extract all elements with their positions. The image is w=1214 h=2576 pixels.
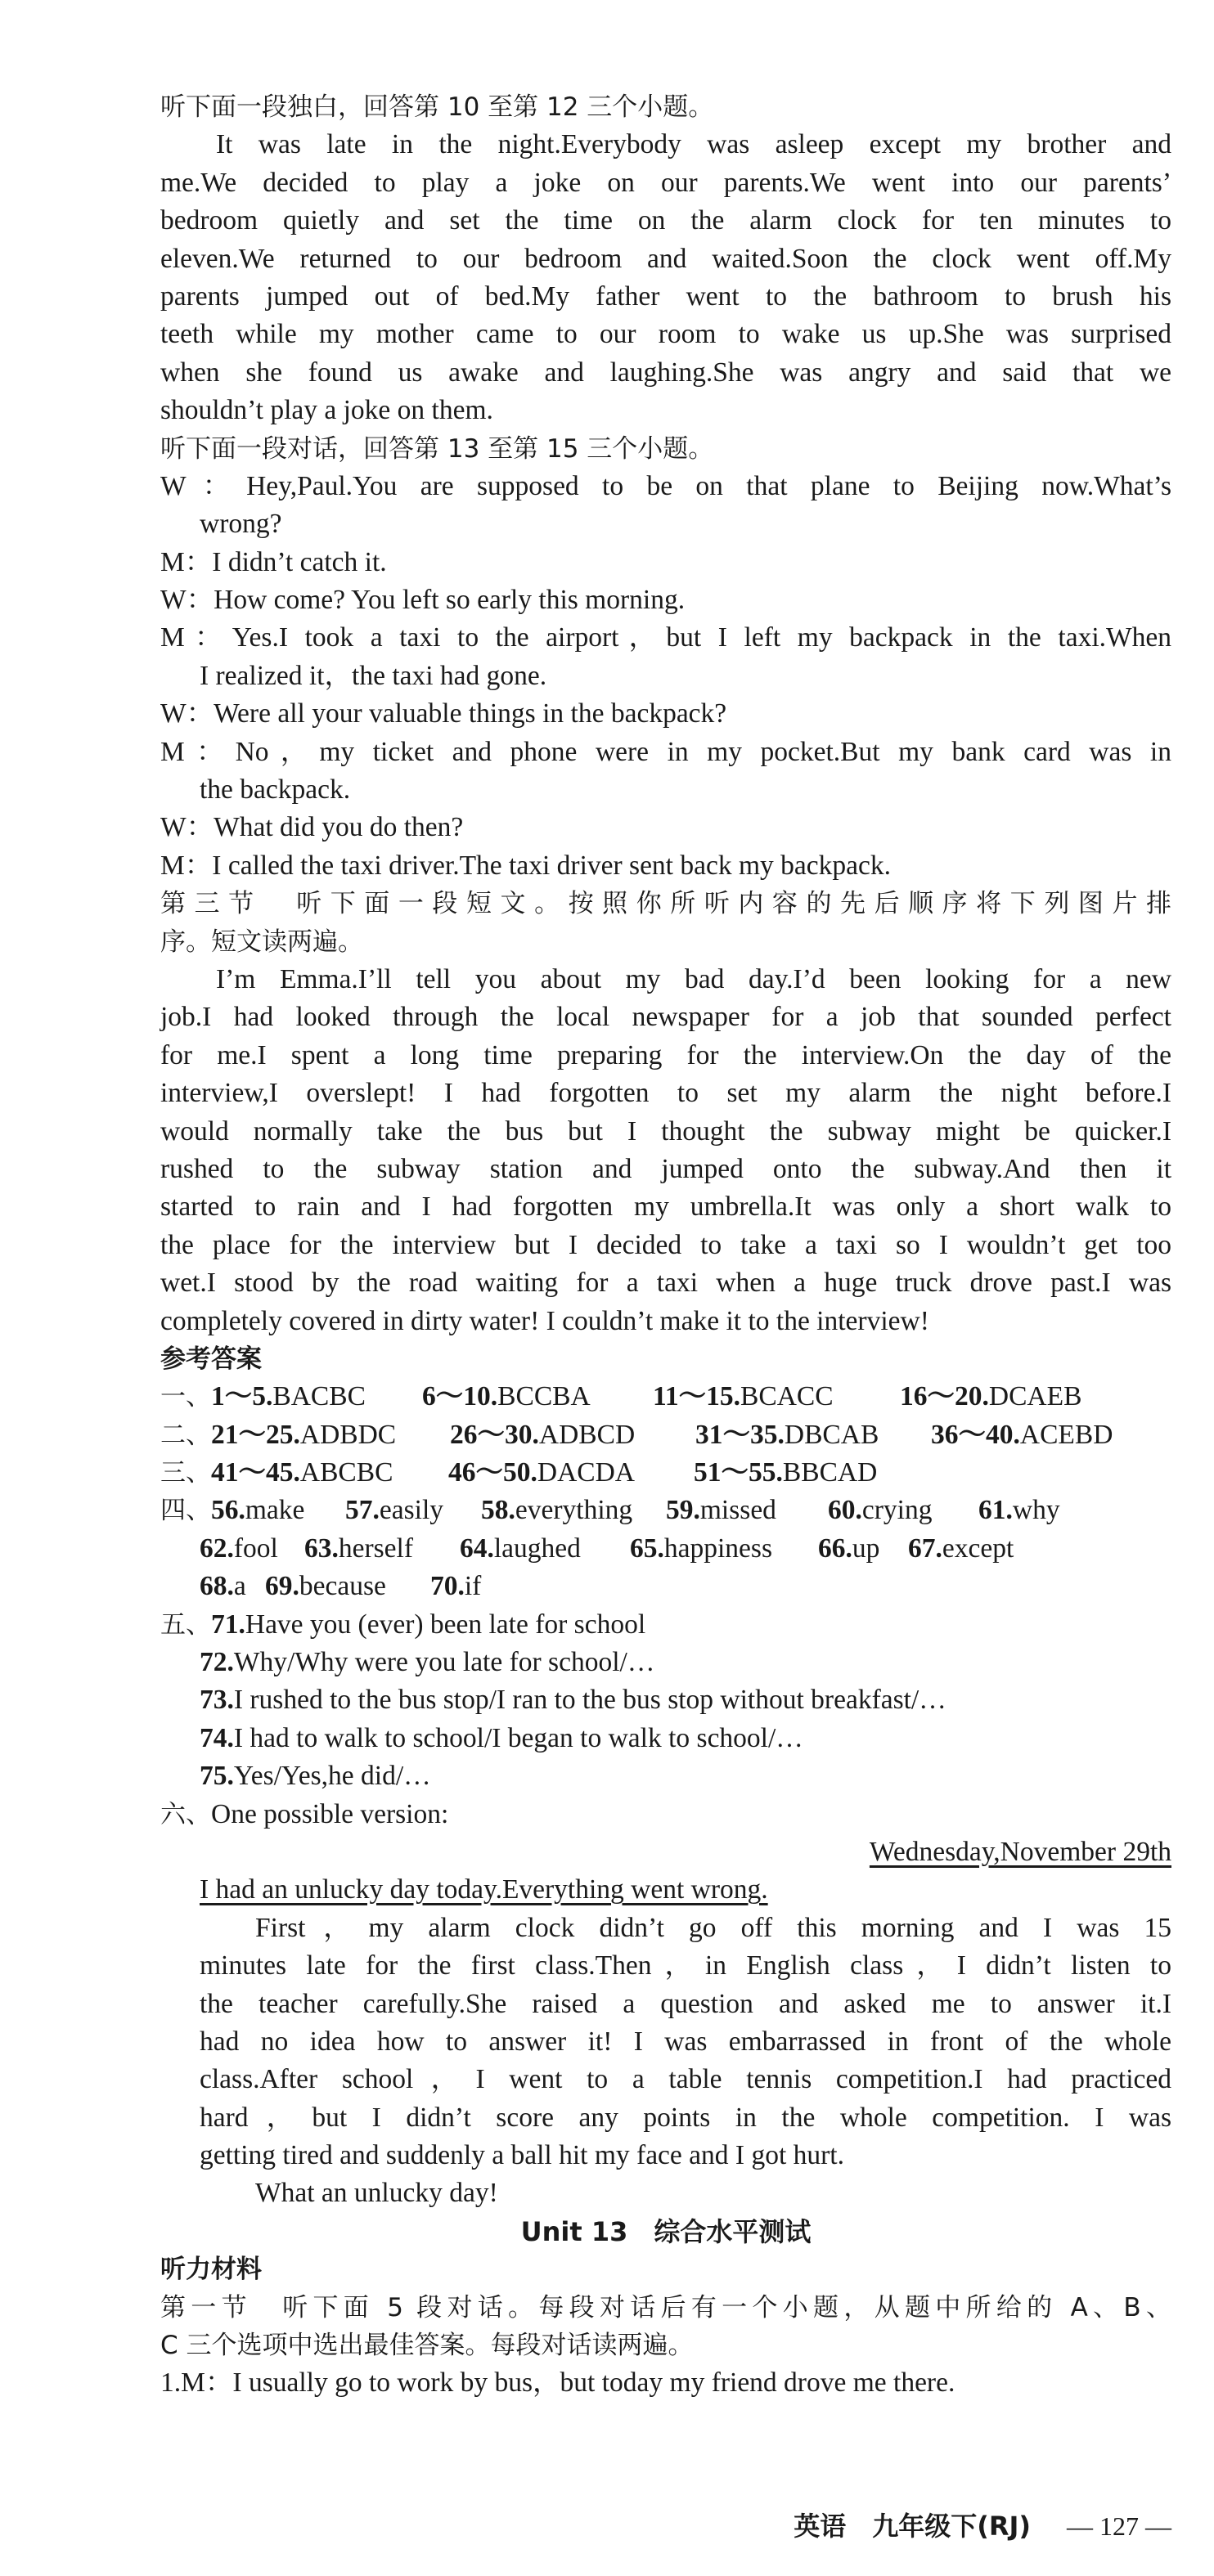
answer-number: 61. [978, 1495, 1013, 1526]
answer-value: crying [861, 1495, 933, 1526]
answer-row [160, 1378, 1171, 1416]
text-line: It was late in the night.Everybody was asleep except my brother and [216, 129, 1171, 160]
answer-number: 68. [200, 1571, 234, 1602]
text-line: rushed to the subway station and jumped onto the subway.And then it [160, 1153, 1171, 1184]
answer-value: ABCBC [299, 1457, 393, 1488]
text-line: started to rain and I had forgotten my umbrella.It was only a short walk to [160, 1192, 1171, 1223]
answer-value: easily [379, 1495, 444, 1526]
answer-row [160, 1681, 1171, 1719]
answer-value: I had to walk to school/I began to walk to school/… [233, 1722, 803, 1753]
part-prefix: 三、 [160, 1458, 211, 1488]
speaker-label: M： [160, 546, 213, 577]
part-prefix: 六、 [160, 1799, 211, 1829]
answer-value: DACDA [537, 1457, 635, 1488]
dialogue-line [160, 734, 1171, 771]
answer-value: BACBC [272, 1381, 366, 1412]
section-heading-passage-cont: 序。短文读两遍。 [160, 927, 363, 957]
answer-number: 21～25. [211, 1419, 300, 1450]
answer-value: I rushed to the bus stop/I ran to the bus stop without breakfast/… [233, 1685, 946, 1716]
dialogue-text: I called the taxi driver.The taxi driver sent back my backpack. [212, 850, 892, 881]
answer-number: 73. [200, 1685, 234, 1716]
text-line: for me.I spent a long time preparing for the interview.On the day of the [160, 1039, 1171, 1070]
answer-row [160, 1644, 1171, 1681]
answer-number: 70. [430, 1571, 465, 1602]
page-content [160, 88, 1171, 2403]
part-prefix: 二、 [160, 1420, 211, 1450]
answer-number: 6～10. [422, 1381, 498, 1412]
answer-value: BCACC [740, 1381, 834, 1412]
answer-row [160, 1757, 1171, 1795]
text-line: eleven.We returned to our bedroom and waited.Soon the clock went off.My [160, 243, 1171, 274]
page-number: — 127 — [1067, 2511, 1171, 2541]
answer-value: if [464, 1571, 482, 1602]
answer-value: fool [233, 1533, 278, 1564]
dialogue-continuation: wrong? [200, 509, 282, 540]
text-line: the place for the interview but I decided to take a taxi so I wouldn’t get too [160, 1229, 1171, 1260]
text-line: First，my alarm clock didn’t go off this morning and I was 15 [255, 1912, 1171, 1943]
listening-heading: 听力材料 [160, 2255, 262, 2285]
monologue-text [160, 126, 1171, 429]
answer-value: Have you (ever) been late for school [245, 1609, 646, 1640]
text-line: had no idea how to answer it! I was embarrassed in front of the whole [200, 2026, 1171, 2057]
part-prefix: 四、 [160, 1496, 211, 1526]
answer-number: 72. [200, 1647, 234, 1678]
answer-value: ADBCD [538, 1419, 636, 1450]
part-label: One possible version: [211, 1798, 449, 1829]
dialogue-line [160, 619, 1171, 657]
answer-row [160, 1606, 1171, 1644]
section-intro: 第一节 听下面 5 段对话。每段对话后有一个小题，从题中所给的 A、B、 [160, 2292, 1171, 2322]
text-line: completely covered in dirty water! I couldn’t make it to the interview! [160, 1305, 929, 1336]
dialogue [160, 468, 1171, 885]
dialogue-text: Yes.I took a taxi to the airport，but I left my backpack in the taxi.When [232, 622, 1171, 653]
answer-value: everything [515, 1495, 633, 1526]
section-heading-dialogue: 听下面一段对话，回答第 13 至第 15 三个小题。 [160, 433, 714, 464]
text-line: I’m Emma.I’ll tell you about my bad day.I’d been looking for a new [216, 963, 1171, 994]
dialogue-continuation: I realized it，the taxi had gone. [200, 660, 547, 691]
answer-row [160, 1416, 1171, 1454]
answer-number: 58. [481, 1495, 515, 1526]
answer-value: BBCAD [782, 1457, 878, 1488]
question-line: 1.M：I usually go to work by bus，but today my friend drove me there. [160, 2367, 955, 2399]
answer-value: Yes/Yes,he did/… [233, 1761, 431, 1792]
answer-row [160, 1720, 1171, 1757]
dialogue-text: How come? You left so early this morning. [214, 585, 686, 616]
part-prefix: 一、 [160, 1382, 211, 1412]
text-line: class.After school，I went to a table tennis competition.I had practiced [200, 2064, 1171, 2095]
answer-number: 26～30. [450, 1419, 539, 1450]
dialogue-text: No，my ticket and phone were in my pocket.But my bank card was in [235, 736, 1171, 767]
answer-number: 74. [200, 1722, 234, 1753]
text-line: shouldn’t play a joke on them. [160, 395, 493, 426]
text-line: when she found us awake and laughing.She was angry and said that we [160, 357, 1171, 388]
answers-heading: 参考答案 [160, 1344, 262, 1374]
dialogue-line [160, 468, 1171, 505]
answer-value: a [233, 1571, 246, 1602]
answer-number: 75. [200, 1761, 234, 1792]
essay-title-text: I had an unlucky day today.Everything went wrong. [200, 1874, 768, 1905]
answer-number: 41～45. [211, 1457, 300, 1488]
speaker-label: W： [160, 812, 214, 843]
answer-number: 36～40. [931, 1419, 1020, 1450]
text-line: the teacher carefully.She raised a question and asked me to answer it.I [200, 1988, 1171, 2019]
passage-text [160, 961, 1171, 1340]
text-line: minutes late for the first class.Then，in English class，I didn’t listen to [200, 1950, 1171, 1981]
answer-number: 64. [460, 1533, 494, 1564]
answer-number: 11～15. [653, 1381, 741, 1412]
answer-value: laughed [493, 1533, 581, 1564]
essay-body [160, 1910, 1171, 2213]
speaker-label: W： [160, 470, 247, 501]
answer-value: up [852, 1533, 880, 1564]
answer-row [160, 1492, 1171, 1529]
answer-row [160, 1568, 1171, 1605]
answer-number: 51～55. [694, 1457, 783, 1488]
answer-number: 67. [908, 1533, 942, 1564]
text-line: interview,I overslept! I had forgotten to set my alarm the night before.I [160, 1078, 1171, 1109]
answer-number: 59. [666, 1495, 700, 1526]
footer-subject: 英语 九年级下(RJ) [794, 2511, 1031, 2542]
answer-number: 46～50. [448, 1457, 537, 1488]
text-line: What an unlucky day! [255, 2178, 498, 2209]
text-line: parents jumped out of bed.My father went to the bathroom to brush his [160, 280, 1171, 312]
answer-value: missed [699, 1495, 776, 1526]
text-line: job.I had looked through the local newspaper for a job that sounded perfect [160, 1002, 1171, 1033]
part-prefix: 五、 [160, 1609, 211, 1640]
text-line: teeth while my mother came to our room to wake us up.She was surprised [160, 319, 1171, 350]
text-line: getting tired and suddenly a ball hit my face and I got hurt. [200, 2140, 844, 2171]
dialogue-line [160, 695, 1171, 733]
answer-number: 63. [304, 1533, 339, 1564]
answer-number: 16～20. [900, 1381, 989, 1412]
answer-number: 60. [828, 1495, 862, 1526]
dialogue-continuation: the backpack. [200, 774, 351, 806]
dialogue-line [160, 809, 1171, 846]
answer-number: 1～5. [211, 1381, 273, 1412]
page-footer [0, 2506, 1171, 2547]
answer-value: ACEBD [1019, 1419, 1113, 1450]
dialogue-text: I didn’t catch it. [212, 546, 387, 577]
section-intro-cont: C 三个选项中选出最佳答案。每段对话读两遍。 [160, 2331, 694, 2361]
text-line: wet.I stood by the road waiting for a taxi when a huge truck drove past.I was [160, 1268, 1171, 1299]
essay-date-text: Wednesday,November 29th [869, 1836, 1171, 1867]
answer-number: 56. [211, 1495, 245, 1526]
answer-row [160, 1796, 1171, 1833]
dialogue-line [160, 847, 1171, 885]
text-line: hard，but I didn’t score any points in the whole competition. I was [200, 2102, 1171, 2133]
dialogue-line [160, 544, 1171, 581]
answer-number: 66. [818, 1533, 852, 1564]
answer-number: 65. [630, 1533, 664, 1564]
answer-row [160, 1454, 1171, 1492]
section-heading-passage: 第三节 听下面一段短文。按照你所听内容的先后顺序将下列图片排 [160, 889, 1171, 919]
text-line: bedroom quietly and set the time on the alarm clock for ten minutes to [160, 205, 1171, 236]
dialogue-line [160, 581, 1171, 619]
answer-number: 57. [345, 1495, 380, 1526]
answer-value: except [942, 1533, 1014, 1564]
text-line: me.We decided to play a joke on our parents.We went into our parents’ [160, 167, 1171, 198]
text-line: would normally take the bus but I thought the subway might be quicker.I [160, 1115, 1171, 1147]
answer-value: Why/Why were you late for school/… [233, 1647, 655, 1678]
speaker-label: W： [160, 698, 214, 729]
answer-number: 31～35. [695, 1419, 785, 1450]
answer-value: ADBDC [299, 1419, 397, 1450]
essay-title [160, 1871, 1171, 1909]
speaker-label: M： [160, 622, 232, 653]
answer-value: because [299, 1571, 386, 1602]
essay-date [160, 1833, 1171, 1871]
speaker-label: M： [160, 736, 236, 767]
answer-value: herself [338, 1533, 414, 1564]
answer-value: make [245, 1495, 305, 1526]
dialogue-text: Were all your valuable things in the backpack? [214, 698, 727, 729]
answer-value: DCAEB [988, 1381, 1082, 1412]
dialogue-text: What did you do then? [214, 812, 464, 843]
answer-value: why [1012, 1495, 1060, 1526]
speaker-label: W： [160, 585, 214, 616]
answer-number: 62. [200, 1533, 234, 1564]
answer-number: 71. [211, 1609, 245, 1640]
answer-row [160, 1530, 1171, 1568]
answer-number: 69. [265, 1571, 299, 1602]
speaker-label: M： [160, 850, 213, 881]
answer-value: DBCAB [784, 1419, 879, 1450]
section-heading-monologue: 听下面一段独白，回答第 10 至第 12 三个小题。 [160, 92, 714, 122]
answer-value: BCCBA [497, 1381, 591, 1412]
dialogue-text: Hey,Paul.You are supposed to be on that plane to Beijing now.What’s [246, 470, 1171, 501]
answer-value: happiness [663, 1533, 772, 1564]
unit-title: Unit 13 综合水平测试 [520, 2215, 812, 2247]
